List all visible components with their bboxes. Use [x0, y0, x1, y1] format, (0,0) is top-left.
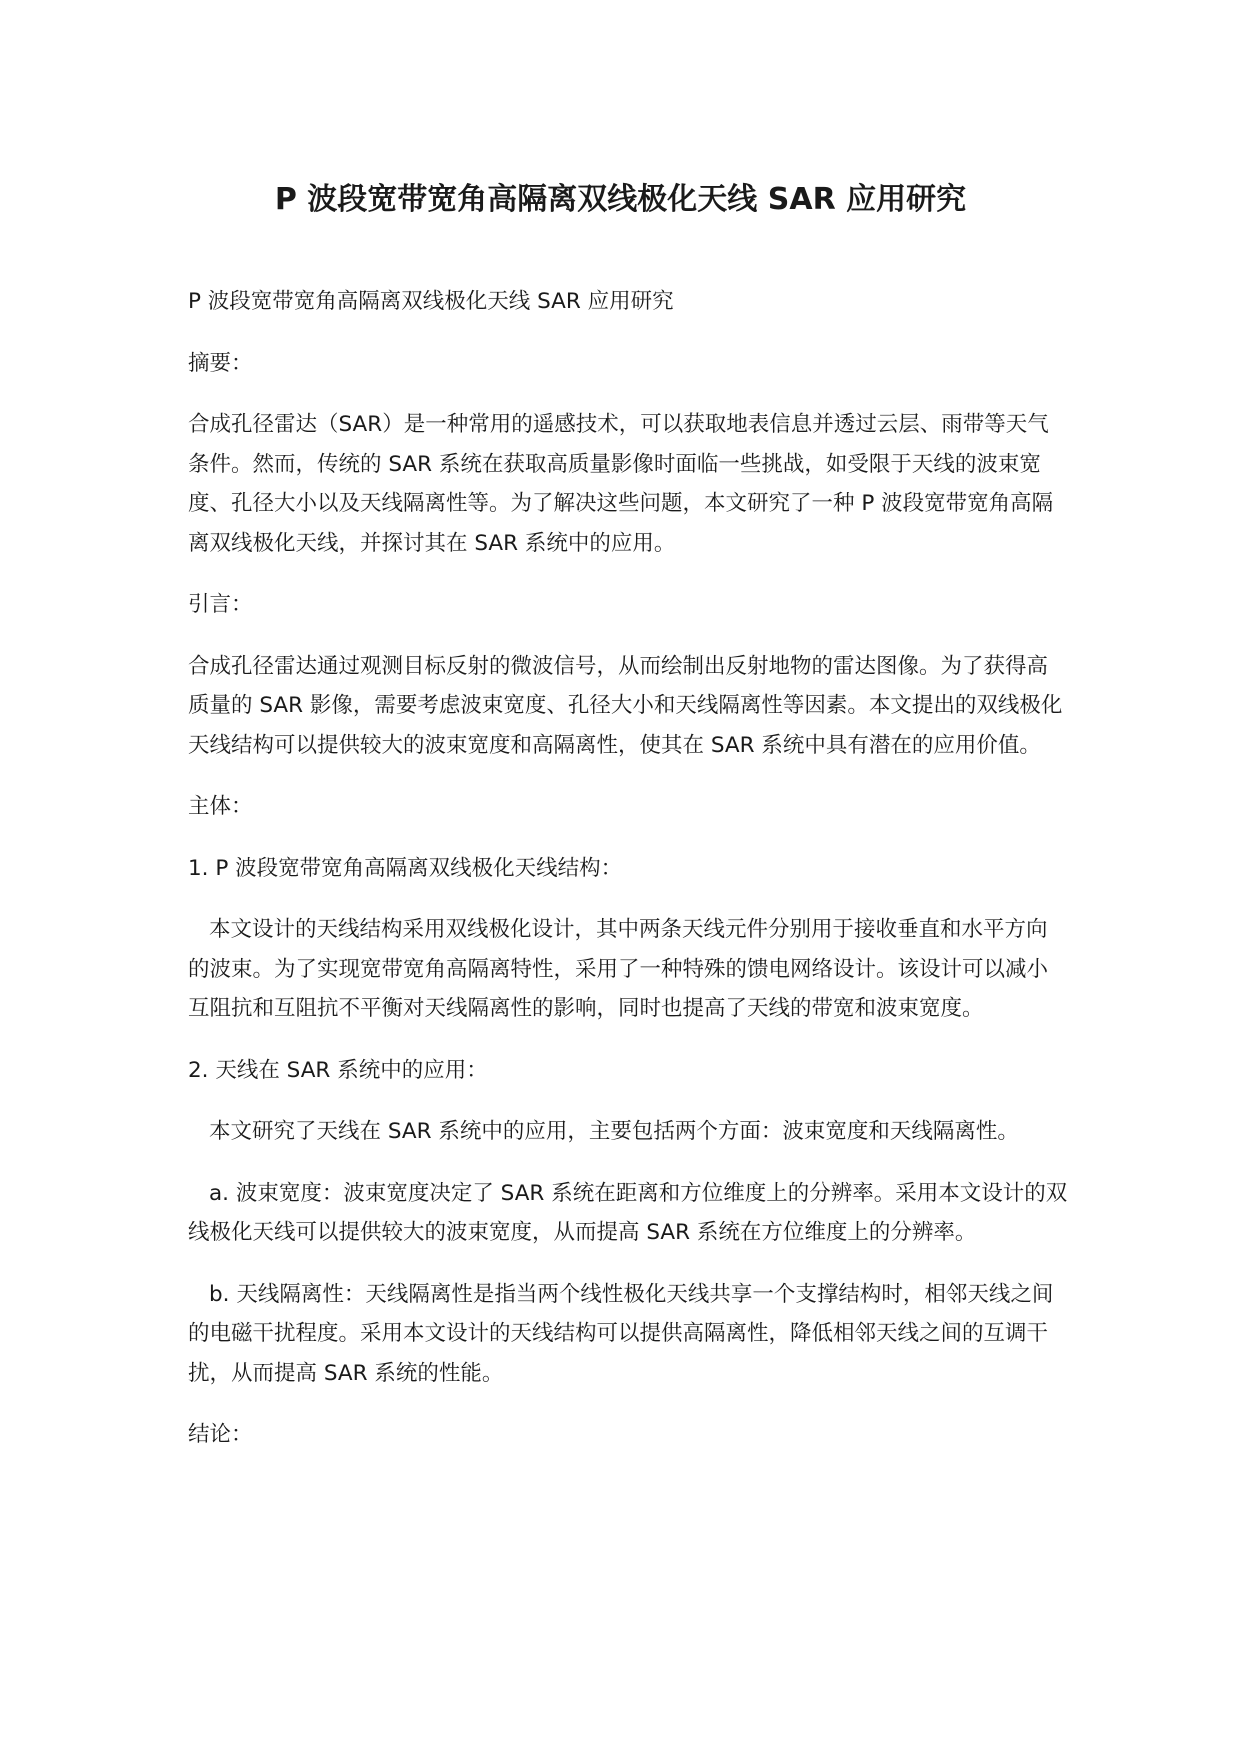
section-2-heading: 2. 天线在 SAR 系统中的应用： [188, 1057, 488, 1083]
body-heading: 主体： [188, 794, 253, 819]
conclusion-heading: 结论： [188, 1422, 253, 1447]
introduction-paragraph: 合成孔径雷达通过观测目标反射的微波信号，从而绘制出反射地物的雷达图像。为了获得高质量的 SAR 影像，需要考虑波束宽度、孔径大小和天线隔离性等因素。本文提出的双线极化天线结构可以提供较大的波束宽度和高隔离性，使其在 SAR 系统中具有潜在的应用价值。 [188, 653, 1063, 758]
section-2-intro-paragraph: 本文研究了天线在 SAR 系统中的应用，主要包括两个方面：波束宽度和天线隔离性。 [209, 1119, 1019, 1144]
section-1-heading: 1. P 波段宽带宽角高隔离双线极化天线结构： [188, 855, 623, 881]
section-1-paragraph: 本文设计的天线结构采用双线极化设计，其中两条天线元件分别用于接收垂直和水平方向的波束。为了实现宽带宽角高隔离特性，采用了一种特殊的馈电网络设计。该设计可以减小互阻抗和互阻抗不平衡对天线隔离性的影响，同时也提高了天线的带宽和波束宽度。 [188, 917, 1049, 1021]
introduction-heading: 引言： [188, 592, 253, 617]
section-2b-paragraph: b. 天线隔离性：天线隔离性是指当两个线性极化天线共享一个支撑结构时，相邻天线之间的电磁干扰程度。采用本文设计的天线结构可以提供高隔离性，降低相邻天线之间的互调干扰，从而提高 SAR 系统的性能。 [188, 1281, 1054, 1386]
section-2a-paragraph: a. 波束宽度：波束宽度决定了 SAR 系统在距离和方位维度上的分辨率。采用本文设计的双线极化天线可以提供较大的波束宽度，从而提高 SAR 系统在方位维度上的分辨率。 [188, 1180, 1068, 1245]
document-title: P 波段宽带宽角高隔离双线极化天线 SAR 应用研究 [274, 182, 967, 217]
abstract-paragraph: 合成孔径雷达（SAR）是一种常用的遥感技术，可以获取地表信息并透过云层、雨带等天气条件。然而，传统的 SAR 系统在获取高质量影像时面临一些挑战，如受限于天线的波束宽度、孔径大小以及天线隔离性等。为了解决这些问题，本文研究了一种 P 波段宽带宽角高隔离双线极化天线，并探讨其在 SAR 系统中的应用。 [188, 412, 1054, 556]
subtitle-paragraph: P 波段宽带宽角高隔离双线极化天线 SAR 应用研究 [188, 289, 674, 314]
document-body [188, 282, 1068, 1477]
abstract-heading: 摘要： [188, 350, 253, 376]
